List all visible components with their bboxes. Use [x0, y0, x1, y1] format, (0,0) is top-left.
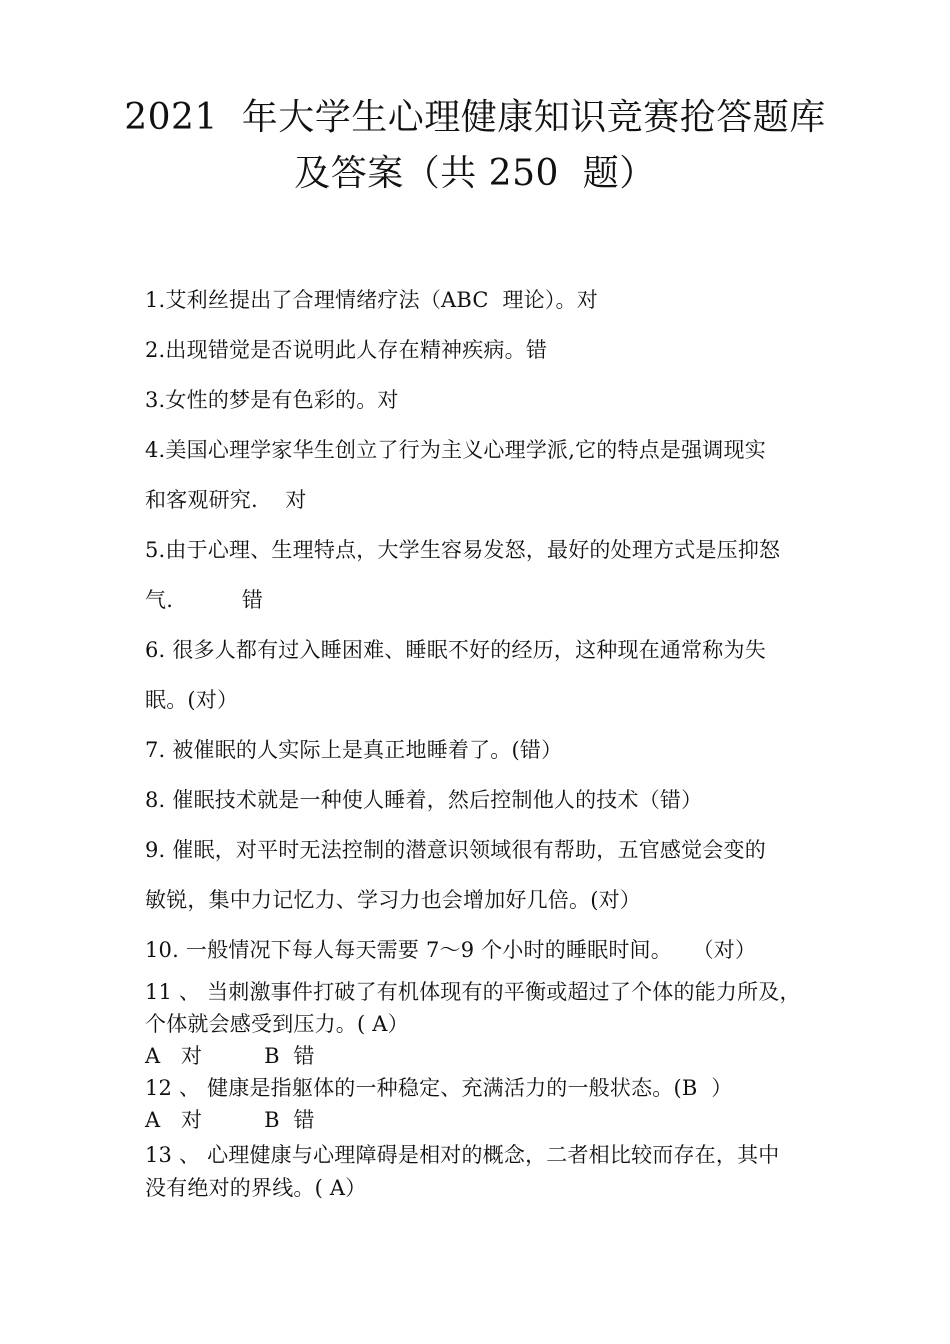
document-title-line-1: 2021 年大学生心理健康知识竞赛抢答题库: [124, 97, 826, 138]
question-5-line-1: 5.由于心理、生理特点，大学生容易发怒，最好的处理方式是压抑怒: [145, 538, 781, 562]
question-6-line-1: 6. 很多人都有过入睡困难、睡眠不好的经历，这种现在通常称为失: [145, 638, 766, 662]
question-3: 3.女性的梦是有色彩的。对: [145, 388, 399, 412]
question-11-options: A 对 B 错: [145, 1044, 315, 1068]
question-9-line-2: 敏锐，集中力记忆力、学习力也会增加好几倍。(对）: [145, 888, 641, 912]
question-2: 2.出现错觉是否说明此人存在精神疾病。错: [145, 338, 548, 362]
question-8: 8. 催眠技术就是一种使人睡着，然后控制他人的技术（错）: [145, 788, 703, 812]
question-1: 1.艾利丝提出了合理情绪疗法（ABC 理论）。对: [145, 288, 598, 312]
document-title-line-2: 及答案（共 250 题）: [294, 153, 656, 194]
question-4-line-1: 4.美国心理学家华生创立了行为主义心理学派,它的特点是强调现实: [145, 438, 766, 462]
question-13-line-1: 13 、 心理健康与心理障碍是相对的概念，二者相比较而存在，其中: [145, 1143, 780, 1167]
question-6-line-2: 眠。(对）: [145, 688, 239, 712]
question-12: 12 、 健康是指躯体的一种稳定、充满活力的一般状态。(B ）: [145, 1076, 733, 1100]
question-5-line-2: 气. 错: [145, 588, 264, 612]
question-12-options: A 对 B 错: [145, 1108, 315, 1132]
question-11-line-1: 11 、 当刺激事件打破了有机体现有的平衡或超过了个体的能力所及，: [145, 980, 801, 1004]
question-7: 7. 被催眠的人实际上是真正地睡着了。(错）: [145, 738, 563, 762]
question-9-line-1: 9. 催眠，对平时无法控制的潜意识领域很有帮助，五官感觉会变的: [145, 838, 766, 862]
question-13-line-2: 没有绝对的界线。( A）: [145, 1176, 367, 1200]
question-4-line-2: 和客观研究. 对: [145, 488, 307, 512]
question-11-line-2: 个体就会感受到压力。( A）: [145, 1012, 409, 1036]
question-10: 10. 一般情况下每人每天需要 7～9 个小时的睡眠时间。 （对）: [145, 938, 757, 962]
